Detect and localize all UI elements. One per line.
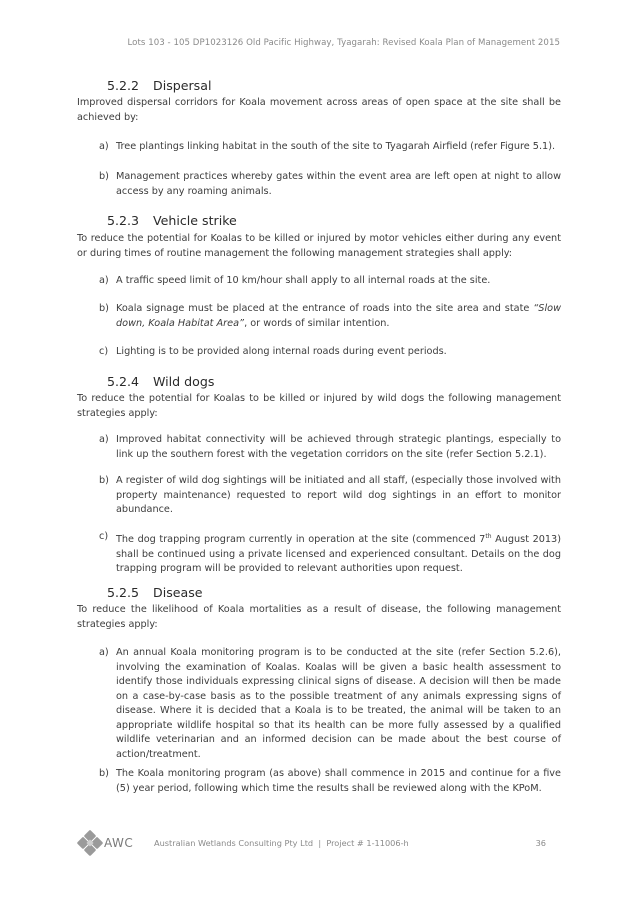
list-item	[99, 646, 561, 762]
heading-5-2-3	[107, 213, 237, 228]
logo-text: AWC	[104, 836, 134, 850]
section-intro: To reduce the likelihood of Koala mortalities as a result of disease, the following management strategies apply:	[77, 604, 561, 630]
list-text: The Koala monitoring program (as above) shall commence in 2015 and continue for a five (5) year period, following which time the results shall be reviewed along with the KPoM.	[116, 768, 561, 794]
section-intro: To reduce the potential for Koalas to be killed or injured by motor vehicles either during any event or during times of routine management the following management strategies shall apply:	[77, 233, 561, 259]
footer-info	[154, 838, 409, 848]
awc-logo-icon	[77, 830, 103, 856]
list-label: a)	[99, 647, 109, 658]
heading-5-2-4	[107, 374, 214, 389]
list-label: a)	[99, 434, 109, 445]
list-item	[99, 767, 561, 796]
section-number: 5.2.2	[107, 78, 140, 93]
list-text: A register of wild dog sightings will be initiated and all staff, (especially those involved with property maintenance) requested to report wild dog sightings in an effort to monitor abundance.	[116, 475, 561, 515]
section-number: 5.2.5	[107, 585, 140, 600]
section-title: Wild dogs	[153, 374, 215, 389]
list-text	[116, 302, 561, 331]
list-item	[99, 302, 561, 331]
list-text	[116, 530, 561, 577]
list-label: c)	[99, 531, 109, 542]
list-item	[99, 274, 561, 289]
list-label: a)	[99, 275, 109, 286]
list-text-part: , or words of similar intention.	[244, 317, 390, 329]
list-item	[99, 433, 561, 462]
list-label: a)	[99, 141, 109, 152]
list-item	[99, 345, 561, 360]
list-text-part: Koala signage must be placed at the entrance of roads into the site area and state	[116, 303, 534, 314]
list-text: Management practices whereby gates within the event area are left open at night to allow access by any roaming animals.	[116, 171, 561, 197]
section-number: 5.2.3	[107, 213, 140, 228]
ordinal-suffix: th	[485, 533, 492, 540]
section-number: 5.2.4	[107, 374, 140, 389]
section-intro: Improved dispersal corridors for Koala movement across areas of open space at the site shall be achieved by:	[77, 97, 561, 123]
list-item	[99, 170, 561, 199]
project-number: Project # 1-11006-h	[326, 838, 409, 848]
list-label: b)	[99, 303, 109, 314]
page-footer	[77, 830, 561, 860]
sign-wording: “Slow down, Koala Habitat Area”	[116, 303, 561, 329]
section-title: Disease	[153, 585, 203, 600]
footer-separator: |	[318, 838, 322, 848]
list-label: b)	[99, 171, 109, 182]
list-text-part: The dog trapping program currently in operation at the site (commenced 7	[116, 534, 486, 546]
section-title: Dispersal	[153, 78, 212, 93]
list-text: Improved habitat connectivity will be achieved through strategic plantings, especially to link up the southern forest with the vegetation corridors on the site (refer Section 5.2.1).	[116, 434, 561, 460]
section-title: Vehicle strike	[153, 213, 237, 228]
page-number: 36	[535, 838, 546, 848]
heading-5-2-5	[107, 585, 203, 600]
list-text: Tree plantings linking habitat in the south of the site to Tyagarah Airfield (refer Figure 5.1).	[116, 141, 556, 152]
company-name: Australian Wetlands Consulting Pty Ltd	[154, 838, 314, 848]
list-label: c)	[99, 346, 109, 357]
list-label: b)	[99, 475, 109, 486]
list-item	[99, 530, 561, 577]
heading-5-2-2	[107, 78, 211, 93]
list-label: b)	[99, 768, 109, 779]
list-text: A traffic speed limit of 10 km/hour shall apply to all internal roads at the site.	[116, 275, 491, 286]
list-item	[99, 474, 561, 518]
running-header: Lots 103 - 105 DP1023126 Old Pacific Highway, Tyagarah: Revised Koala Plan of Management 2015	[127, 38, 560, 48]
list-text: Lighting is to be provided along internal roads during event periods.	[116, 346, 447, 357]
list-text: An annual Koala monitoring program is to be conducted at the site (refer Section 5.2.6), involving the examination of Koalas. Koalas will be given a basic health assessment to identify those individuals expressing clinical signs of disease. A decision will then be made on a case-by-case basis as to the possible treatment of any animals expressing signs of disease. Where it is decided that a Koala is to be treated, the animal will be taken to an appropriate wildlife hospital so that its health can be more fully assessed by a qualified wildlife veterinarian and an informed decision can be made about the best course of action/treatment.	[116, 647, 561, 760]
list-text-part: August 2013) shall be continued using a private licensed and experienced consultant. Details on the dog trapping program will be provided to relevant authorities upon request.	[116, 534, 561, 575]
list-item	[99, 140, 561, 155]
section-intro: To reduce the potential for Koalas to be killed or injured by wild dogs the following management strategies apply:	[77, 393, 561, 419]
